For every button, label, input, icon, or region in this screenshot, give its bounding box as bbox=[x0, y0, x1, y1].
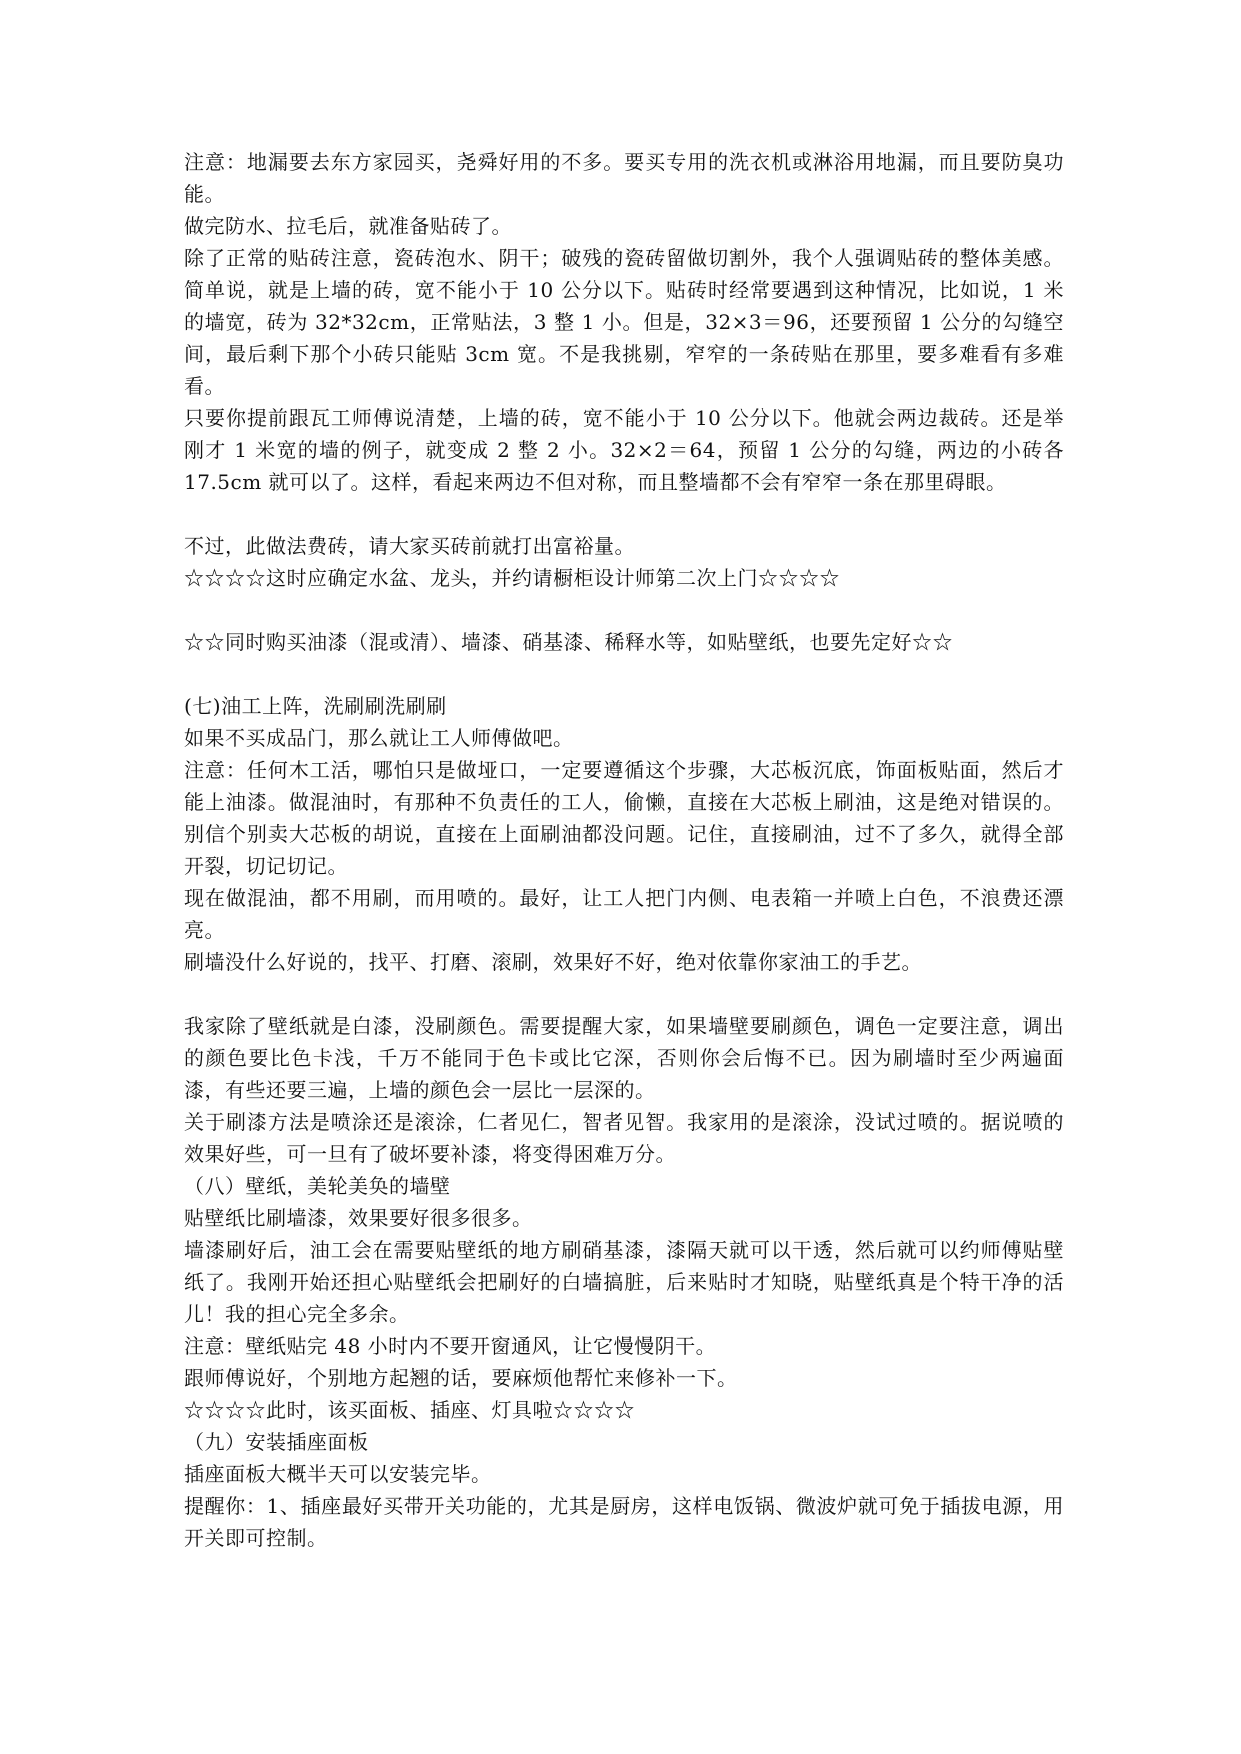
blank-line bbox=[184, 978, 1064, 1010]
paragraph-paint-method: 关于刷漆方法是喷涂还是滚涂，仁者见仁，智者见智。我家用的是滚涂，没试过喷的。据说喷的效果好些，可一旦有了破坏要补漆，将变得困难万分。 bbox=[184, 1110, 1064, 1166]
section-heading-painting: (七)油工上阵，洗刷刷洗刷刷 bbox=[184, 694, 447, 718]
paragraph-wallpaper-note: 注意：壁纸贴完 48 小时内不要开窗通风，让它慢慢阴干。 bbox=[184, 1334, 717, 1358]
paragraph-tiling-aesthetics: 除了正常的贴砖注意，瓷砖泡水、阴干；破残的瓷砖留做切割外，我个人强调贴砖的整体美感。简单说，就是上墙的砖，宽不能小于 10 公分以下。贴砖时经常要遇到这种情况，比如说，1 米的墙宽，砖为 32*32cm，正常贴法，3 整 1 小。但是，32×3＝96，还要预留 1 公分的勾缝空间，最后剩下那个小砖只能贴 3cm 宽。不是我挑剔，窄窄的一条砖贴在那里，要多难看有多难看。 bbox=[184, 246, 1064, 398]
section-heading-wallpaper: （八）壁纸，美轮美奂的墙壁 bbox=[184, 1174, 451, 1198]
paragraph-tile-waste: 不过，此做法费砖，请大家买砖前就打出富裕量。 bbox=[184, 534, 635, 558]
paragraph-wallpaper-vs-paint: 贴壁纸比刷墙漆，效果要好很多很多。 bbox=[184, 1206, 533, 1230]
section-heading-sockets: （九）安装插座面板 bbox=[184, 1430, 369, 1454]
paragraph-star-note-sink: ☆☆☆☆这时应确定水盆、龙头，并约请橱柜设计师第二次上门☆☆☆☆ bbox=[184, 566, 840, 590]
paragraph-ready-to-tile: 做完防水、拉毛后，就准备贴砖了。 bbox=[184, 214, 512, 238]
paragraph-color-advice: 我家除了壁纸就是白漆，没刷颜色。需要提醒大家，如果墙壁要刷颜色，调色一定要注意，调出的颜色要比色卡浅，千万不能同于色卡或比它深，否则你会后悔不已。因为刷墙时至少两遍面漆，有些还要三遍，上墙的颜色会一层比一层深的。 bbox=[184, 1014, 1064, 1102]
paragraph-woodwork-note: 注意：任何木工活，哪怕只是做垭口，一定要遵循这个步骤，大芯板沉底，饰面板贴面，然后才能上油漆。做混油时，有那种不负责任的工人，偷懒，直接在大芯板上刷油，这是绝对错误的。别信个别卖大芯板的胡说，直接在上面刷油都没问题。记住，直接刷油，过不了多久，就得全部开裂，切记切记。 bbox=[184, 758, 1064, 878]
paragraph-wallpaper-process: 墙漆刷好后，油工会在需要贴壁纸的地方刷硝基漆，漆隔天就可以干透，然后就可以约师傅贴壁纸了。我刚开始还担心贴壁纸会把刷好的白墙搞脏，后来贴时才知晓，贴壁纸真是个特干净的活儿！我的担心完全多余。 bbox=[184, 1238, 1064, 1326]
paragraph-spray-paint: 现在做混油，都不用刷，而用喷的。最好，让工人把门内侧、电表箱一并喷上白色，不浪费还漂亮。 bbox=[184, 886, 1064, 942]
blank-line bbox=[184, 658, 1064, 690]
document-body bbox=[184, 146, 1064, 1554]
paragraph-socket-install-time: 插座面板大概半天可以安装完毕。 bbox=[184, 1462, 492, 1486]
paragraph-star-note-paint: ☆☆同时购买油漆（混或清）、墙漆、硝基漆、稀释水等，如贴壁纸，也要先定好☆☆ bbox=[184, 630, 953, 654]
blank-line bbox=[184, 594, 1064, 626]
paragraph-floor-drain-note: 注意：地漏要去东方家园买，尧舜好用的不多。要买专用的洗衣机或淋浴用地漏，而且要防臭功能。 bbox=[184, 150, 1064, 206]
paragraph-doors: 如果不买成品门，那么就让工人师傅做吧。 bbox=[184, 726, 574, 750]
paragraph-socket-reminder: 提醒你：1、插座最好买带开关功能的，尤其是厨房，这样电饭锅、微波炉就可免于插拔电源，用开关即可控制。 bbox=[184, 1494, 1064, 1550]
paragraph-star-note-fixtures: ☆☆☆☆此时，该买面板、插座、灯具啦☆☆☆☆ bbox=[184, 1398, 635, 1422]
paragraph-tile-cutting: 只要你提前跟瓦工师傅说清楚，上墙的砖，宽不能小于 10 公分以下。他就会两边裁砖。还是举刚才 1 米宽的墙的例子，就变成 2 整 2 小。32×2＝64，预留 1 公分的勾缝，两边的小砖各 17.5cm 就可以了。这样，看起来两边不但对称，而且整墙都不会有窄窄一条在那里碍眼。 bbox=[184, 406, 1064, 494]
blank-line bbox=[184, 498, 1064, 530]
paragraph-wallpaper-repair: 跟师傅说好，个别地方起翘的话，要麻烦他帮忙来修补一下。 bbox=[184, 1366, 738, 1390]
paragraph-wall-painting: 刷墙没什么好说的，找平、打磨、滚刷，效果好不好，绝对依靠你家油工的手艺。 bbox=[184, 950, 922, 974]
